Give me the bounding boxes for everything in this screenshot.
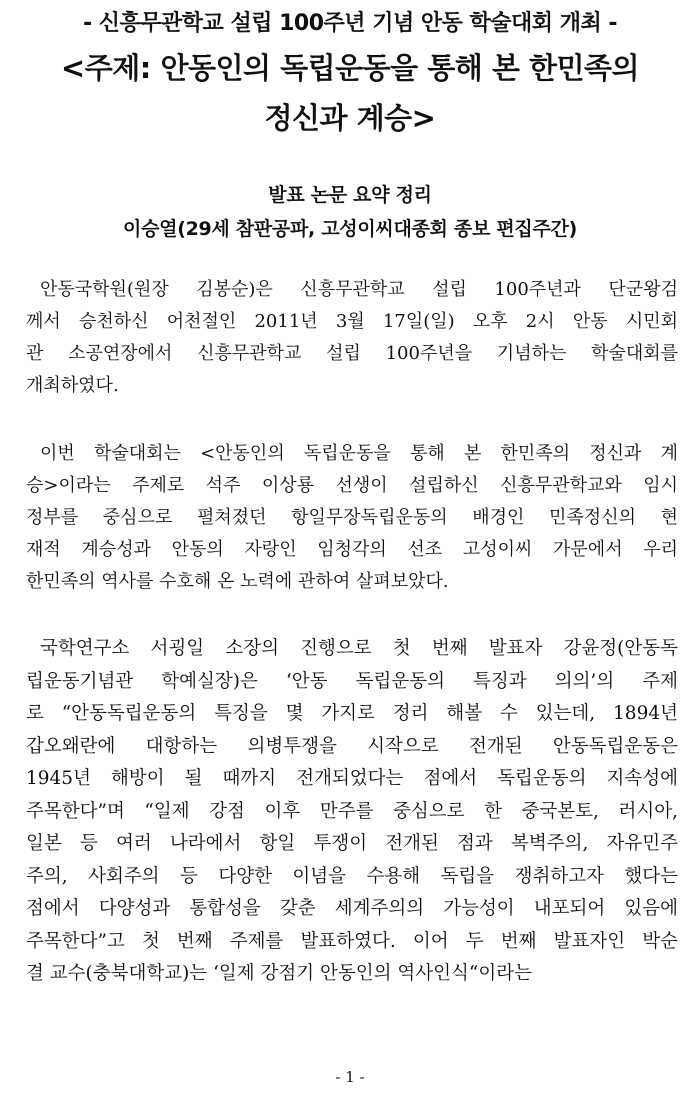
paragraph-line: 안동국학원(원장 김봉순)은 신흥무관학교 설립 100주년과 단군왕검	[40, 279, 678, 300]
author-line: 이승열(29세 참판공파, 고성이씨대종회 종보 편집주간)	[123, 218, 577, 240]
paragraph-line: 립운동기념관 학예실장)은 ‘안동 독립운동의 특징과 의의’의 주제	[26, 670, 678, 692]
paragraph-line: 께서 승천하신 어천절인 2011년 3월 17일(일) 오후 2시 안동 시민회	[26, 311, 678, 332]
paragraph-line: 1945년 해방이 될 때까지 전개되었다는 점에서 독립운동의 지속성에	[26, 768, 678, 789]
title-line-1: <주제: 안동인의 독립운동을 통해 본 한민족의	[60, 51, 640, 85]
paragraph-line: 승>이라는 주제로 석주 이상룡 선생이 설립하신 신흥무관학교와 임시	[26, 475, 678, 496]
paragraph-line: 이번 학술대회는 <안동인의 독립운동을 통해 본 한민족의 정신과 계	[40, 443, 678, 464]
event-header: - 신흥무관학교 설립 100주년 기념 안동 학술대회 개최 -	[83, 11, 617, 36]
paragraph-line: 주목한다”고 첫 번째 주제를 발표하였다. 이어 두 번째 발표자인 박순	[26, 930, 678, 952]
paragraph-line: 주의, 사회주의 등 다양한 이념을 수용해 독립을 쟁취하고자 했다는	[26, 865, 678, 887]
paragraph-line: 한민족의 역사를 수호해 온 노력에 관하여 살펴보았다.	[26, 571, 449, 592]
subheading: 발표 논문 요약 정리	[268, 184, 432, 206]
page-number: - 1 -	[335, 1068, 365, 1086]
paragraph-2	[26, 438, 678, 598]
paragraph-line: 주목한다”며 “일제 강점 이후 만주를 중심으로 한 중국본토, 러시아,	[26, 800, 678, 822]
paragraph-line: 정부를 중심으로 펼쳐졌던 항일무장독립운동의 배경인 민족정신의 현	[26, 507, 678, 528]
paragraph-line: 관 소공연장에서 신흥무관학교 설립 100주년을 기념하는 학술대회를	[26, 343, 678, 364]
paragraph-line: 재적 계승성과 안동의 자랑인 임청각의 선조 고성이씨 가문에서 우리	[26, 539, 678, 560]
title-line-2: 정신과 계승>	[264, 101, 436, 135]
paragraph-line: 개최하였다.	[26, 375, 119, 396]
paragraph-line: 일본 등 여러 나라에서 항일 투쟁이 전개된 점과 복벽주의, 자유민주	[26, 833, 678, 854]
paragraph-1	[26, 274, 678, 402]
paragraph-line: 결 교수(충북대학교)는 ‘일제 강점기 안동인의 역사인식“이라는	[26, 963, 532, 984]
paragraph-line: 갑오왜란에 대항하는 의병투쟁을 시작으로 전개된 안동독립운동은	[26, 735, 678, 757]
paragraph-3	[26, 633, 678, 991]
paragraph-line: 점에서 다양성과 통합성을 갖춘 세계주의의 가능성이 내포되어 있음에	[26, 898, 678, 919]
paragraph-line: 국학연구소 서굉일 소장의 진행으로 첫 번째 발표자 강윤정(안동독	[40, 638, 678, 659]
paragraph-line: 로 “안동독립운동의 특징을 몇 가지로 정리 해볼 수 있는데, 1894년	[26, 703, 678, 724]
